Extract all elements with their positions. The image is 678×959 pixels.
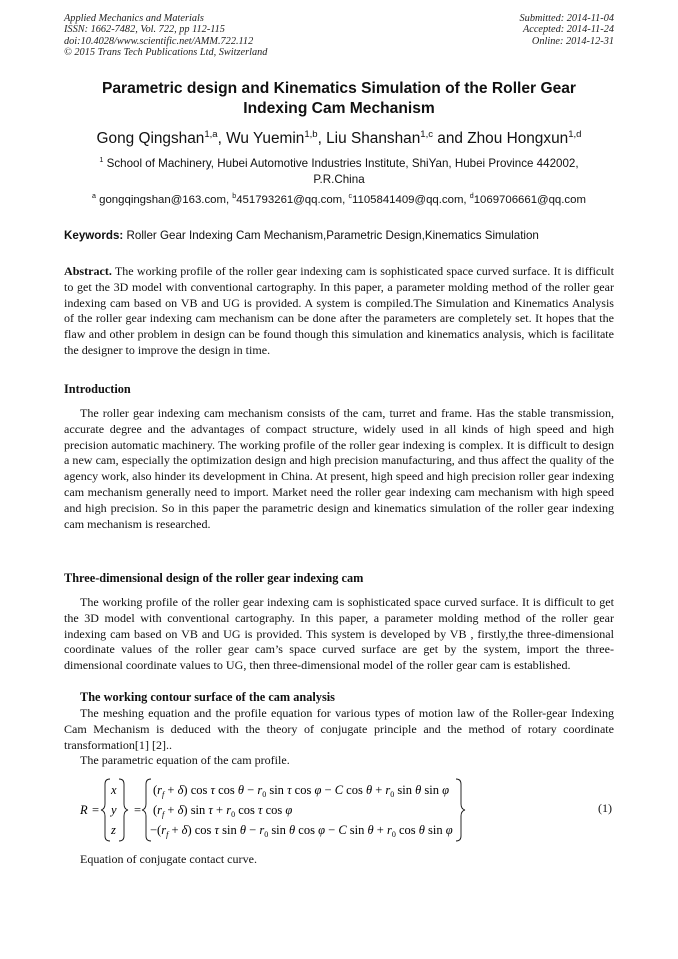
introduction-heading: Introduction <box>64 382 131 396</box>
svg-text:=: = <box>134 803 142 817</box>
author-name: Zhou Hongxun <box>467 130 569 147</box>
email-mark: d <box>469 193 474 201</box>
email-address: 1105841409@qq.com, <box>352 194 470 206</box>
cam-analysis-subheading: The working contour surface of the cam analysis <box>80 690 335 704</box>
title-line-2: Indexing Cam Mechanism <box>243 99 435 117</box>
publication-info <box>64 13 267 58</box>
email-mark: b <box>232 193 237 201</box>
svg-text:R: R <box>80 803 88 817</box>
svg-text:z: z <box>111 823 116 837</box>
email-mark: a <box>92 193 96 201</box>
cam-analysis-paragraph: The meshing equation and the profile equation for various types of motion law of the Roller-gear Indexing Cam Mechanism is deduced with the theory of conjugate principle and the method of rotary coordinate transformation[1] [2].. <box>64 706 614 752</box>
journal-name: Applied Mechanics and Materials <box>64 13 204 24</box>
email-list <box>30 193 648 207</box>
affiliation-mark: 1 <box>99 155 104 165</box>
section-3d-paragraph: The working profile of the roller gear indexing cam is sophisticated space curved surface. It is difficult to get the 3D model with conventional cartography. In this paper, a parameter molding method of the roller gear indexing cam based on VB and UG is provided. This system is developed by VB , firstly,the three-dimensional coordinate values of the roller gear cam’s space curved surface are get by the system, import the three-dimensional coordinate values to UG, then three-dimensional model of the roller gear cam is established. <box>64 595 614 673</box>
author-name: Liu Shanshan <box>326 130 421 147</box>
email-mark: c <box>348 193 353 201</box>
affiliation <box>60 156 618 187</box>
email-address: 1069706661@qq.com <box>473 194 586 206</box>
author-separator: , <box>317 130 327 147</box>
svg-text:−(rf + δ) cos τ sin θ − r0 sin: $-(r_f + \delta)$ cos τ $\sin \theta - r_0$ sin θ cos φ − C $\sin \theta + r_0$ cos θ sin φ <box>150 823 453 839</box>
affiliation-line-1: School of Machinery, Hubei Automotive Industries Institute, ShiYan, Hubei Province 442002, <box>106 157 579 170</box>
author-affiliation-mark: 1,c <box>420 128 433 140</box>
paper-title <box>70 79 608 118</box>
introduction-paragraph: The roller gear indexing cam mechanism consists of the cam, turret and frame. Has the stable transmission, accurate degree and the advantages of compact structure, widely used in all kinds of high speed and high precision automatic machinery. The working profile of the roller gear indexing is complex. It is difficult to design a new cam, especially the optimization design and high precision manufacturing, and thus affect the quality of the agency work, also hinder its development in China. At present, high speed and high precision roller gear indexing cam mechanism generally need to import. Market need the roller gear indexing cam mechanism with high speed and high precision. So in this paper the parametric design and kinematics simulation of the roller gear indexing cam mechanism is researched. <box>64 406 614 531</box>
publication-dates <box>520 13 614 47</box>
author-name: Wu Yuemin <box>226 130 305 147</box>
keywords-text: Roller Gear Indexing Cam Mechanism,Parametric Design,Kinematics Simulation <box>123 229 539 242</box>
abstract <box>64 264 614 359</box>
keywords-label: Keywords: <box>64 229 124 242</box>
author-affiliation-mark: 1,b <box>304 128 318 140</box>
svg-text:(rf + δ) sin τ + r0 cos τ cos: $(r_f + \delta)$ $\sin \tau + r_0$ cos τ cos φ <box>153 803 293 819</box>
author-affiliation-mark: 1,a <box>204 128 218 140</box>
author-affiliation-mark: 1,d <box>568 128 582 140</box>
email-address: 451793261@qq.com, <box>236 194 349 206</box>
email-address: gongqingshan@163.com, <box>99 194 233 206</box>
equation-number: (1) <box>597 801 612 815</box>
affiliation-line-2: P.R.China <box>313 172 365 186</box>
svg-text:(rf + δ) cos τ cos θ − r0 sin: $(r_f + \delta)$ cos τ $\cos \theta - r_0$ sin τ cos φ − C $\cos \theta + r_0$ sin θ sin φ <box>153 783 450 799</box>
copyright-line: © 2015 Trans Tech Publications Ltd, Switzerland <box>64 46 268 58</box>
conjugate-curve-intro: Equation of conjugate contact curve. <box>80 852 257 866</box>
issn-line: ISSN: 1662-7482, Vol. 722, pp 112-115 <box>64 24 225 36</box>
cam-profile-equation <box>64 775 614 845</box>
equation-graphic <box>64 775 534 845</box>
submitted-date: Submitted: 2014-11-04 <box>519 13 614 24</box>
doi-line: doi:10.4028/www.scientific.net/AMM.722.112 <box>64 35 254 47</box>
accepted-date: Accepted: 2014-11-24 <box>522 24 614 36</box>
section-3d-heading: Three-dimensional design of the roller gear indexing cam <box>64 571 364 585</box>
author-separator: , <box>217 130 227 147</box>
keywords <box>64 229 624 243</box>
author-separator: and <box>432 130 468 147</box>
abstract-label: Abstract. <box>64 264 112 278</box>
svg-text:=: = <box>92 803 100 817</box>
svg-text:y: y <box>111 803 117 817</box>
author-name: Gong Qingshan <box>96 130 205 147</box>
title-line-1: Parametric design and Kinematics Simulation of the Roller Gear <box>101 80 576 97</box>
abstract-text: The working profile of the roller gear indexing cam is sophisticated space curved surface. It is difficult to get the 3D model with conventional cartography. In this paper, a parameter molding method of the roller gear indexing cam based on VB and UG is provided. A system is compiled.The Simulation and Kinematics Analysis of the roller gear indexing cam mechanism can be done after the parameters are completely set. It hopes that the flaw and other problem in design can be found though this simulation and kinematics analysis, which is facilitate the designer to improve the design in time. <box>64 264 614 357</box>
svg-text:x: x <box>111 783 117 797</box>
online-date: Online: 2014-12-31 <box>531 35 614 47</box>
author-list <box>40 129 638 149</box>
parametric-equation-intro: The parametric equation of the cam profile. <box>80 753 290 767</box>
